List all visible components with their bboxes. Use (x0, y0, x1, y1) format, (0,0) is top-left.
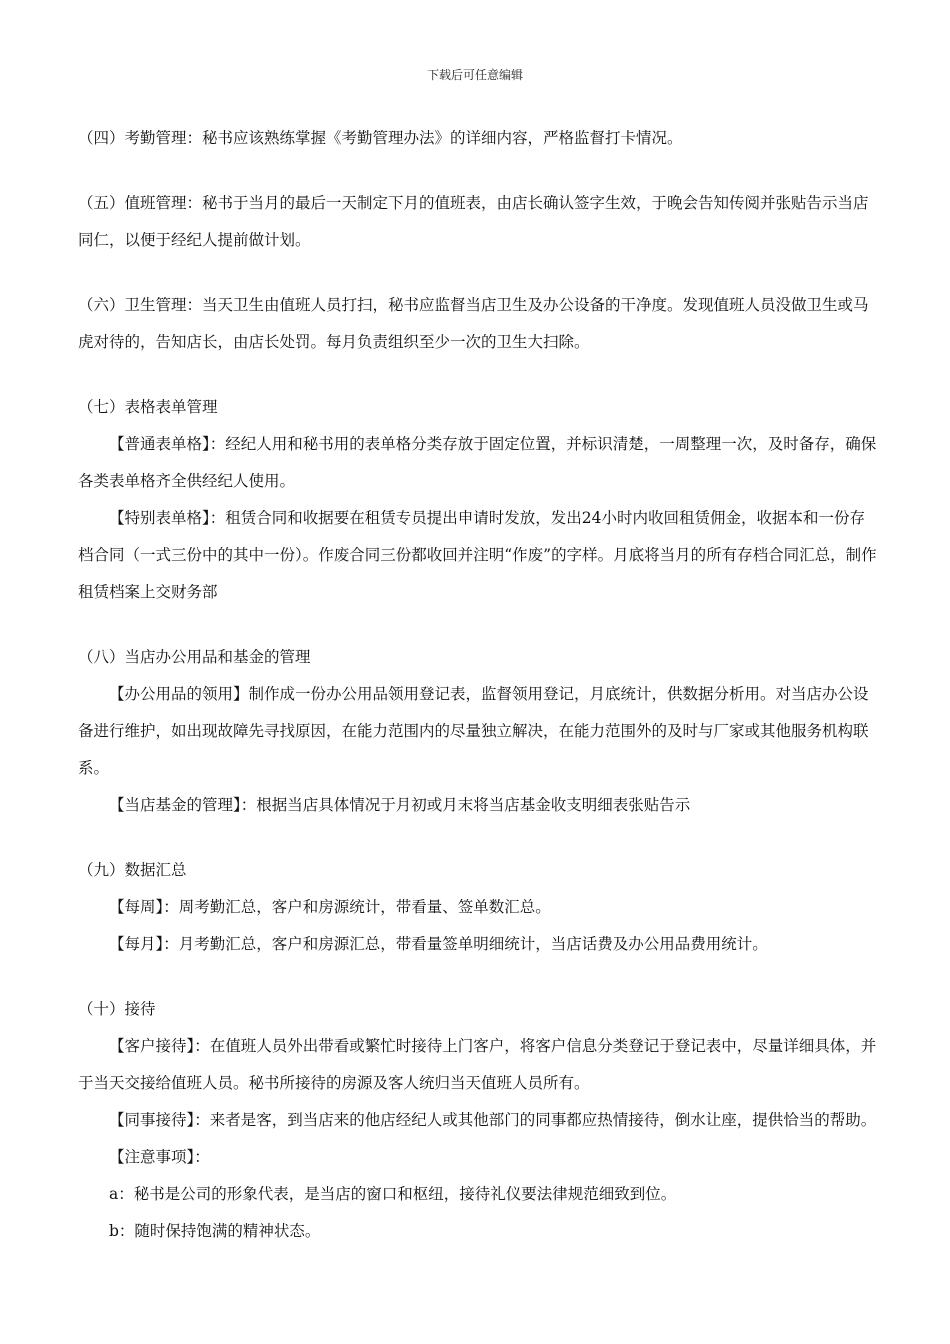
section-8-office-supplies: 【办公用品的领用】制作成一份办公用品领用登记表，监督领用登记，月底统计，供数据分析用。对当店办公设备进行维护，如出现故障先寻找原因，在能力范围内的尽量独立解决，在能力范围外的及时与厂家或其他服务机构联系。 (78, 685, 869, 777)
section-10-note-b: b：随时保持饱满的精神状态。 (109, 1222, 321, 1240)
section-4-attendance: （四）考勤管理：秘书应该熟练掌握《考勤管理办法》的详细内容，严格监督打卡情况。 (78, 129, 683, 147)
section-10-colleague-reception: 【同事接待】：来者是客，到当店来的他店经纪人或其他部门的同事都应热情接待，倒水让座，提供恰当的帮助。 (109, 1111, 877, 1129)
section-8-store-fund: 【当店基金的管理】：根据当店具体情况于月初或月末将当店基金收支明细表张贴告示 (109, 796, 691, 814)
section-7-heading: （七）表格表单管理 (78, 398, 218, 416)
section-9-heading: （九）数据汇总 (78, 861, 187, 879)
section-7-special-forms: 【特别表单格】：租赁合同和收据要在租赁专员提出申请时发放，发出24小时内收回租赁佣金，收据本和一份存档合同（一式三份中的其中一份）。作废合同三份都收回并注明“作废”的字样。月底将当月的所有存档合同汇总，制作租赁档案上交财务部 (78, 509, 877, 601)
section-7-normal-forms: 【普通表单格】：经纪人用和秘书用的表单格分类存放于固定位置，并标识清楚，一周整理一次，及时备存，确保各类表单格齐全供经纪人使用。 (78, 435, 877, 490)
section-9-monthly: 【每月】：月考勤汇总，客户和房源汇总，带看量签单明细统计，当店话费及办公用品费用统计。 (109, 935, 768, 953)
section-6-hygiene: （六）卫生管理：当天卫生由值班人员打扫，秘书应监督当店卫生及办公设备的干净度。发现值班人员没做卫生或马虎对待的，告知店长，由店长处罚。每月负责组织至少一次的卫生大扫除。 (78, 296, 869, 351)
section-10-customer-reception: 【客户接待】：在值班人员外出带看或繁忙时接待上门客户，将客户信息分类登记于登记表中，尽量详细具体，并于当天交接给值班人员。秘书所接待的房源及客人统归当天值班人员所有。 (78, 1037, 877, 1092)
section-8-heading: （八）当店办公用品和基金的管理 (78, 648, 311, 666)
section-10-notes-heading: 【注意事项】： (109, 1148, 210, 1166)
page-header: 下载后可任意编辑 (426, 68, 523, 82)
section-10-note-a: a：秘书是公司的形象代表，是当店的窗口和枢纽，接待礼仪要法律规范细致到位。 (109, 1185, 677, 1203)
section-10-heading: （十）接待 (78, 1000, 156, 1018)
section-9-weekly: 【每周】：周考勤汇总，客户和房源统计，带看量、签单数汇总。 (109, 898, 551, 916)
document-body (78, 120, 878, 1250)
section-5-duty: （五）值班管理：秘书于当月的最后一天制定下月的值班表，由店长确认签字生效，于晚会告知传阅并张贴告示当店同仁，以便于经纪人提前做计划。 (78, 194, 869, 249)
